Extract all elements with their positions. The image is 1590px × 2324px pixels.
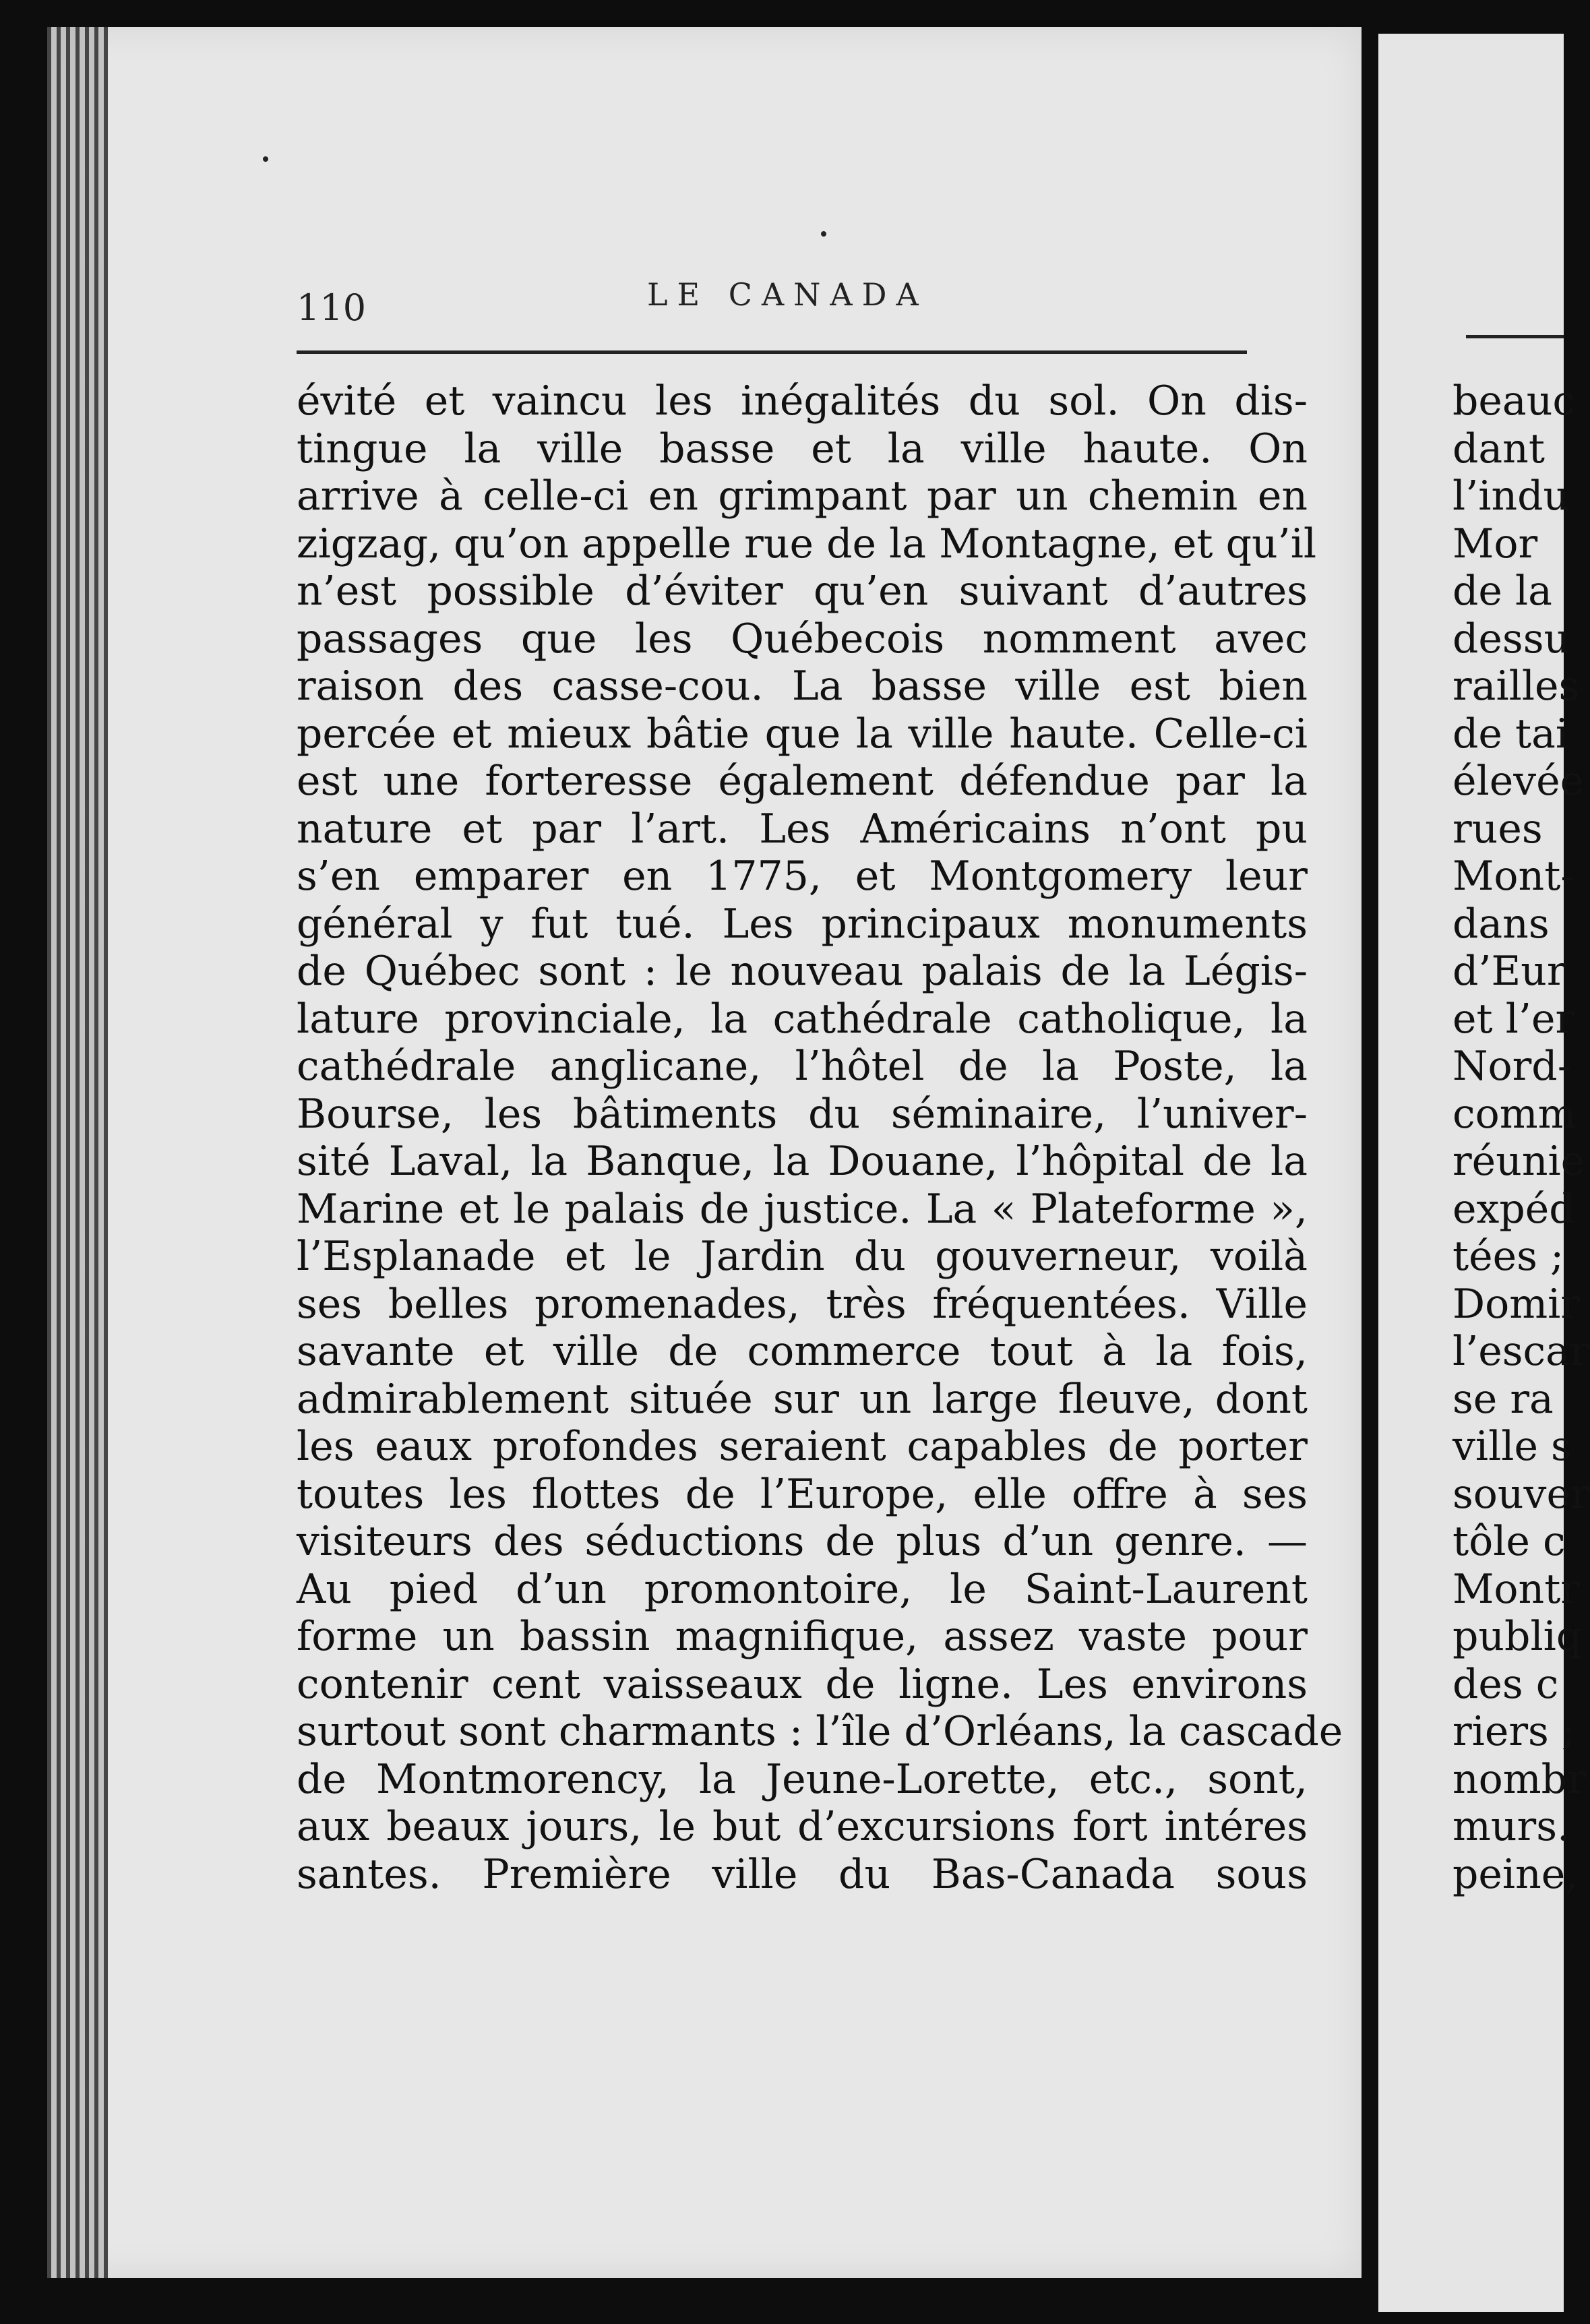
text-line: général y fut tué. Les principaux monuments xyxy=(297,900,1308,948)
text-line: admirablement située sur un large fleuve, dont xyxy=(297,1375,1308,1423)
speck xyxy=(821,231,826,237)
right-text-line: nombr xyxy=(1453,1755,1587,1803)
right-header-rule xyxy=(1466,335,1564,338)
right-text-line: Mor xyxy=(1453,520,1538,568)
text-line: visiteurs des séductions de plus d’un genre. — xyxy=(297,1518,1308,1565)
right-text-line: publiq xyxy=(1453,1613,1583,1660)
right-text-line: se ra xyxy=(1453,1375,1554,1423)
right-text-line: l’indu xyxy=(1453,472,1570,520)
right-text-line: Domir xyxy=(1453,1280,1580,1328)
text-line: santes. Première ville du Bas-Canada sous xyxy=(297,1850,1308,1898)
text-line: tingue la ville basse et la ville haute. On xyxy=(297,425,1308,472)
right-text-line: peine, xyxy=(1453,1850,1579,1898)
right-text-line: des c xyxy=(1453,1660,1559,1708)
right-text-line: riers ; xyxy=(1453,1708,1576,1755)
right-text-line: de tai xyxy=(1453,710,1569,758)
right-text-line: ville s xyxy=(1453,1423,1572,1470)
text-line: toutes les flottes de l’Europe, elle offre à ses xyxy=(297,1470,1308,1518)
text-line: Marine et le palais de justice. La « Plateforme », xyxy=(297,1185,1308,1233)
right-text-line: élevée xyxy=(1453,758,1585,805)
right-text-line: murs. xyxy=(1453,1803,1570,1850)
text-line: savante et ville de commerce tout à la fois, xyxy=(297,1328,1308,1375)
text-line: sité Laval, la Banque, la Douane, l’hôpital de la xyxy=(297,1138,1308,1185)
body-text xyxy=(297,377,1343,1898)
text-line: ses belles promenades, très fréquentées. Ville xyxy=(297,1280,1308,1328)
right-text-line: souver xyxy=(1453,1470,1590,1518)
text-line: nature et par l’art. Les Américains n’ont pu xyxy=(297,805,1308,853)
text-line: Bourse, les bâtiments du séminaire, l’univer- xyxy=(297,1090,1308,1138)
page-edge-gutter xyxy=(47,27,108,2278)
text-line: Au pied d’un promontoire, le Saint-Laurent xyxy=(297,1565,1308,1613)
right-text-line: d’Eur xyxy=(1453,948,1566,995)
right-text-line: dant xyxy=(1453,425,1545,472)
text-line: arrive à celle-ci en grimpant par un chemin en xyxy=(297,472,1308,520)
text-line: zigzag, qu’on appelle rue de la Montagne, et qu’il xyxy=(297,520,1317,568)
right-text-line: dessu xyxy=(1453,615,1570,663)
text-line: percée et mieux bâtie que la ville haute. Celle-ci xyxy=(297,710,1308,758)
right-text-line: Montr xyxy=(1453,1565,1580,1613)
right-text-line: réunie xyxy=(1453,1138,1585,1185)
text-line: de Québec sont : le nouveau palais de la Légis- xyxy=(297,948,1308,995)
text-line: les eaux profondes seraient capables de porter xyxy=(297,1423,1308,1470)
text-line: surtout sont charmants : l’île d’Orléans, la cascade xyxy=(297,1708,1343,1755)
text-line: cathédrale anglicane, l’hôtel de la Poste, la xyxy=(297,1043,1308,1090)
right-text-line: de la xyxy=(1453,568,1552,615)
text-line: forme un bassin magnifique, assez vaste pour xyxy=(297,1613,1308,1660)
right-text-line: et l’er xyxy=(1453,995,1575,1043)
text-line: passages que les Québecois nomment avec xyxy=(297,615,1308,663)
right-text-line: tées ; xyxy=(1453,1233,1564,1280)
text-line: l’Esplanade et le Jardin du gouverneur, voilà xyxy=(297,1233,1308,1280)
right-text-line: Mont- xyxy=(1453,853,1574,900)
right-text-line: railles xyxy=(1453,663,1580,710)
text-line: aux beaux jours, le but d’excursions fort intéres xyxy=(297,1803,1308,1850)
right-text-line: dans xyxy=(1453,900,1550,948)
text-line: lature provinciale, la cathédrale catholique, la xyxy=(297,995,1308,1043)
page-number: 110 xyxy=(297,286,367,329)
right-text-line: l’escar xyxy=(1453,1328,1589,1375)
right-text-line: expéd xyxy=(1453,1185,1575,1233)
header-rule xyxy=(297,350,1247,354)
text-line: raison des casse-cou. La basse ville est bien xyxy=(297,663,1308,710)
right-text-line: comm xyxy=(1453,1090,1577,1138)
running-head: LE CANADA xyxy=(647,276,928,313)
text-line: de Montmorency, la Jeune-Lorette, etc., sont, xyxy=(297,1755,1308,1803)
right-text-line: beauc xyxy=(1453,377,1575,425)
text-line: contenir cent vaisseaux de ligne. Les environs xyxy=(297,1660,1308,1708)
right-text-line: Nord- xyxy=(1453,1043,1571,1090)
text-line: évité et vaincu les inégalités du sol. On dis- xyxy=(297,377,1308,425)
text-line: s’en emparer en 1775, et Montgomery leur xyxy=(297,853,1308,900)
text-line: est une forteresse également défendue par la xyxy=(297,758,1308,805)
right-page-text xyxy=(1453,377,1590,1898)
right-text-line: rues xyxy=(1453,805,1543,853)
speck xyxy=(263,156,268,162)
text-line: n’est possible d’éviter qu’en suivant d’autres xyxy=(297,568,1308,615)
right-text-line: tôle c xyxy=(1453,1518,1566,1565)
